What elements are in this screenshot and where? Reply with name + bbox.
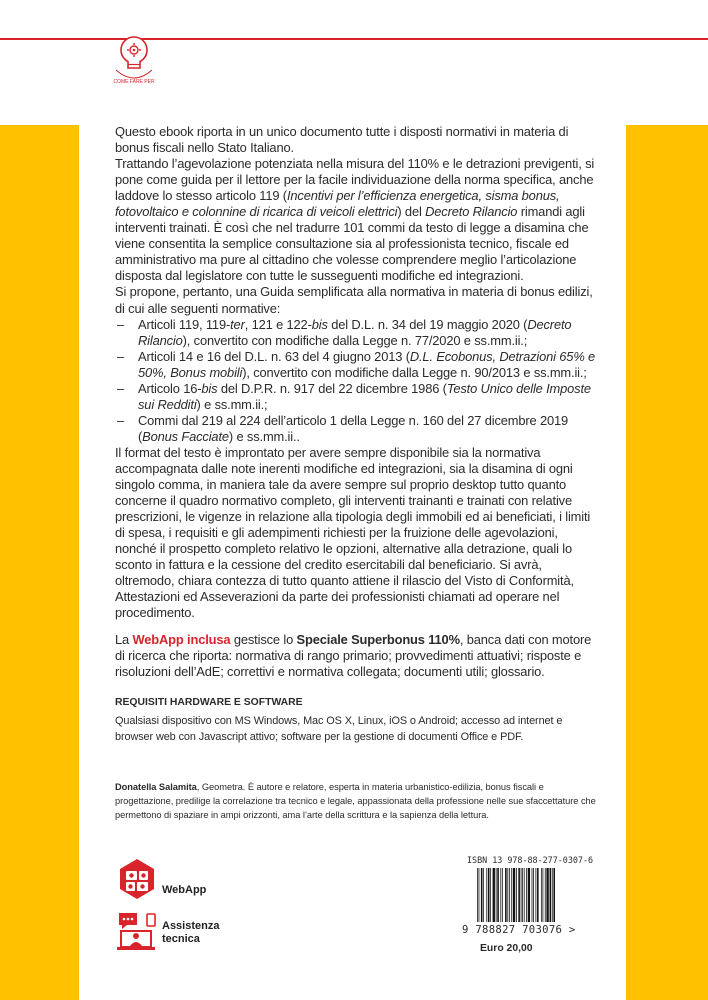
text-span: del D.P.R. n. 917 del 22 dicembre 1986 ( <box>217 380 447 396</box>
barcode-bar <box>502 868 503 922</box>
barcode-bar <box>516 868 517 922</box>
description-text <box>115 124 600 621</box>
webapp-promo <box>115 632 600 681</box>
italic-span: bis <box>311 316 328 332</box>
author-name: Donatella Salamita <box>115 782 197 792</box>
barcode-bar <box>524 868 525 922</box>
list-item <box>115 381 600 413</box>
regulations-list <box>115 317 600 445</box>
text-span: , 121 e 122- <box>244 316 312 332</box>
barcode-bar <box>509 868 510 922</box>
yellow-band-left <box>0 125 79 1000</box>
text-span: ) e ss.mm.ii.; <box>196 396 268 412</box>
barcode-bar <box>497 868 499 922</box>
text-span: Commi dal 219 al 224 dell’articolo 1 della Legge n. 160 del 27 dicembre 2019 ( <box>138 412 569 444</box>
author-description: , Geometra. È autore e relatore, esperta in materia urbanistico-edilizia, bonus fiscali e progettazione, predilige la correlazione tra tecnico e legale, appassionata della professione nelle sue sfaccettature che permettono di spaziare in ampi orizzonti, ama l’arte della scrittura e la sapienza della lettura. <box>115 782 596 820</box>
barcode-bar <box>505 868 507 922</box>
barcode-bar <box>490 868 491 922</box>
barcode-bar <box>493 868 495 922</box>
barcode-bar <box>550 868 552 922</box>
barcode-bar <box>537 868 539 922</box>
barcode-bar <box>479 868 480 922</box>
text-span: Articolo 16- <box>138 380 202 396</box>
barcode-digits: 9 788827 703076 > <box>462 924 576 936</box>
text-span: ) e ss.mm.ii.. <box>228 428 300 444</box>
text-span: ), convertito con modifiche dalla Legge n. 77/2020 e ss.mm.ii.; <box>182 332 528 348</box>
barcode-bar <box>483 868 484 922</box>
guide-paragraph: Si propone, pertanto, una Guida semplificata alla normativa in materia di bonus edilizi, di cui alle seguenti normative: <box>115 284 593 316</box>
text-span: , banca dati con motore di ricerca che riporta: normativa di rango primario; provvedimenti attuativi; risposte e risoluzioni dell’AdE; correttivi e normativa collegata; documenti utili; glossario. <box>115 632 592 680</box>
text-span: La <box>115 632 133 647</box>
text-span: rimandi agli interventi trainati. È così che nel tradurre 101 commi da testo di legge a disamina che viene consentita la semplice consultazione sia al professionista tecnico, fiscale ed amministrativo ma pure al cittadino che volesse comprendere meglio l’articolazione disposta dal legislatore con tutte le susseguenti modifiche ed integrazioni. <box>115 204 589 284</box>
barcode-bar <box>546 868 548 922</box>
text-span: del D.L. n. 34 del 19 maggio 2020 ( <box>327 316 528 332</box>
yellow-band-right <box>626 125 708 1000</box>
barcode-bar <box>477 868 478 922</box>
header-rule <box>0 38 708 40</box>
webapp-label: WebApp <box>162 884 207 896</box>
italic-span: Decreto Rilancio <box>138 316 572 348</box>
barcode-bar <box>507 868 508 922</box>
support-label: Assistenza tecnica <box>162 920 220 945</box>
barcode-bar <box>481 868 483 922</box>
italic-span: ter <box>230 316 245 332</box>
italic-span: Decreto Rilancio <box>425 204 518 220</box>
barcode-bar <box>553 868 555 922</box>
requirements-heading: REQUISITI HARDWARE E SOFTWARE <box>115 697 303 708</box>
barcode-bar <box>488 868 490 922</box>
text-span: Articoli 119, 119- <box>138 316 231 332</box>
barcode-bar <box>511 868 512 922</box>
author-bio <box>115 781 600 823</box>
barcode-bar <box>536 868 537 922</box>
logo-text: COME FARE PER <box>113 79 155 85</box>
devices-icon <box>115 858 159 904</box>
text-span: gestisce lo <box>230 632 297 647</box>
isbn-text: ISBN 13 978-88-277-0307-6 <box>467 855 594 865</box>
price: Euro 20,00 <box>480 943 533 954</box>
barcode-bar <box>500 868 501 922</box>
list-item <box>115 317 600 349</box>
italic-span: D.L. Ecobonus, Detrazioni 65% e 50%, Bonus mobili <box>138 348 596 380</box>
barcode-bar <box>533 868 534 922</box>
barcode-bar <box>496 868 497 922</box>
barcode-bar <box>528 868 530 922</box>
barcode-bar <box>552 868 553 922</box>
barcode-bar <box>543 868 544 922</box>
list-item <box>115 349 600 381</box>
list-item <box>115 413 600 445</box>
superbonus-highlight: Speciale Superbonus 110% <box>296 632 460 647</box>
barcode-bar <box>486 868 487 922</box>
barcode-bar <box>518 868 520 922</box>
barcode-bar <box>541 868 542 922</box>
text-span: Articoli 14 e 16 del D.L. n. 63 del 4 giugno 2013 ( <box>138 348 410 364</box>
webapp-highlight: WebApp inclusa <box>132 632 231 647</box>
intro-paragraph: Questo ebook riporta in un unico documento tutte i disposti normativi in materia di bonus fiscali nello Stato Italiano. <box>115 124 569 156</box>
support-icon <box>115 910 159 956</box>
text-span: Trattando l’agevolazione potenziata nella misura del 110% e le detrazioni previgenti, si pone come guida per il lettore per la facile individuazione della norma specifica, anche laddove lo stesso articolo 119 ( <box>115 156 595 204</box>
italic-span: bis <box>201 380 218 396</box>
requirements-text: Qualsiasi dispositivo con MS Windows, Mac OS X, Linux, iOS o Android; accesso ad internet e browser web con Javascript attivo; software per la gestione di documenti Office e PDF. <box>115 715 563 743</box>
italic-span: Testo Unico delle Imposte sui Redditi <box>138 380 591 412</box>
barcode-bar <box>522 868 523 922</box>
barcode-bar <box>521 868 522 922</box>
barcode-bar <box>526 868 527 922</box>
italic-span: Incentivi per l’efficienza energetica, sisma bonus, fotovoltaico e colonnine di ricarica di veicoli elettrici <box>115 188 560 220</box>
format-paragraph: Il format del testo è improntato per avere sempre disponibile sia la normativa accompagnata dalle note inerenti modifiche ed integrazioni, sia la disamina di ogni singolo comma, in maniera tale da avere sempre sul proprio desktop tutto quanto concerne il quadro normativo completo, gli interventi trainanti e trainati con relative prescrizioni, le vigenze in relazione alla tipologia degli immobili ed ai beneficiati, i limiti di spesa, i requisiti e gli adempimenti richiesti per la fruizione delle agevolazioni, nonché il prospetto completo relativo le opzioni, alternative alla detrazione, quali lo sconto in fattura e la cessione del credito esercitabili dal beneficiario. Si avrà, oltremodo, chiara contezza di tutto quanto attiene il rilascio del Visto di Conformità, Attestazioni ed Asseverazioni da parte dei professionisti chiamati ad operare nel procedimento. <box>115 444 591 621</box>
barcode <box>477 868 590 922</box>
barcode-bar <box>513 868 515 922</box>
barcode-bar <box>545 868 546 922</box>
text-span: ) del <box>397 204 426 220</box>
italic-span: Bonus Facciate <box>142 428 229 444</box>
barcode-bar <box>532 868 533 922</box>
text-span: ), convertito con modifiche dalla Legge n. 90/2013 e ss.mm.ii.; <box>242 364 587 380</box>
agevolazione-paragraph <box>115 156 600 284</box>
come-fare-per-logo <box>108 28 160 90</box>
